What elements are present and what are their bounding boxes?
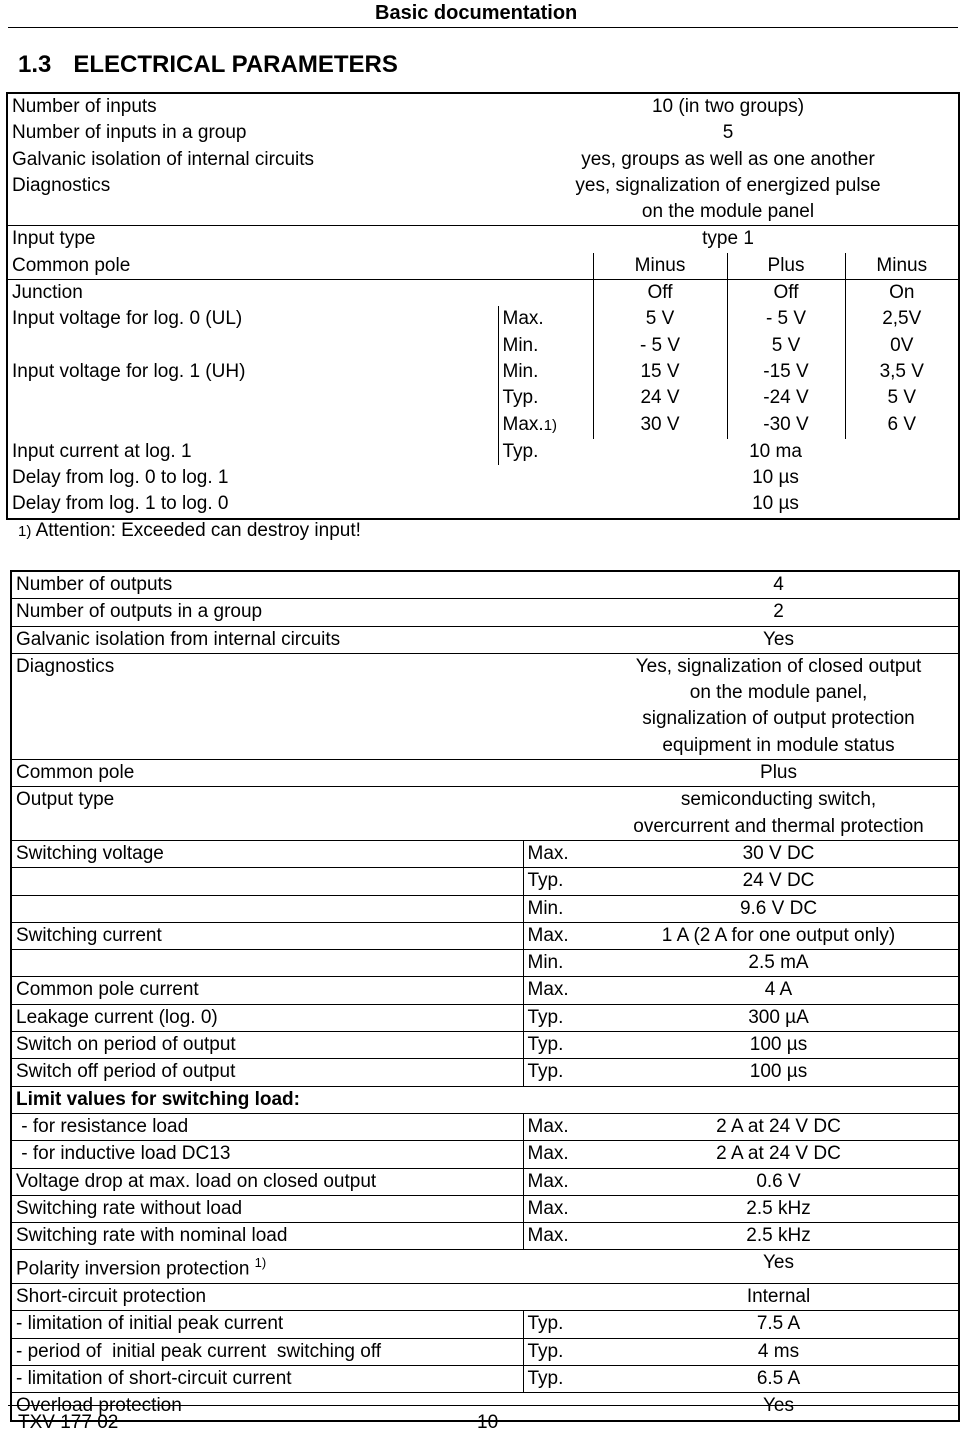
param-qualifier: Typ. [523,1004,599,1031]
table-row [11,1338,959,1365]
param-value: -15 V [727,359,845,385]
table-row [11,814,959,841]
param-value: 24 V DC [599,868,959,895]
header-title: Basic documentation [375,2,578,24]
param-label: Output type [16,789,115,811]
table-row [11,571,959,599]
param-label: - limitation of initial peak current [11,1311,523,1338]
footnote-ref: 1) [543,416,558,434]
section-title: ELECTRICAL PARAMETERS [73,51,398,78]
param-value: -30 V [727,412,845,439]
param-value: - 5 V [727,306,845,332]
table-row [7,359,959,385]
param-label: Common pole current [11,977,523,1004]
table-row [7,120,959,146]
param-label: Voltage drop at max. load on closed output [11,1168,523,1195]
param-value: 5 V [593,306,727,332]
table-row [11,653,959,680]
table-row [11,1032,959,1059]
table-row [11,733,959,760]
param-label: - for resistance load [11,1113,523,1140]
param-qualifier: Min. [498,359,593,385]
table-row [7,280,959,307]
param-qualifier: Max. [498,306,593,332]
param-qualifier: Typ. [523,1338,599,1365]
param-value: 15 V [593,359,727,385]
param-qualifier: Max. [523,1168,599,1195]
table-row [7,439,959,465]
table-row [7,199,959,226]
param-value: 6 V [845,412,959,439]
param-label: Common pole [11,760,599,787]
param-label: Switching rate without load [11,1195,523,1222]
param-qualifier: Typ. [498,385,593,411]
param-label: Leakage current (log. 0) [11,1004,523,1031]
param-label: Input type [12,228,96,250]
param-value: On [845,280,959,307]
param-value: 2.5 kHz [599,1195,959,1222]
param-value: 6.5 A [599,1365,959,1392]
table-row [11,895,959,922]
output-parameters-table [10,570,960,1422]
param-value: 0V [845,333,959,359]
param-value: 100 µs [599,1059,959,1086]
param-value: Yes [599,626,959,653]
param-qualifier: Max.1) [498,412,593,439]
table-row [11,760,959,787]
param-value: signalization of output protection [642,708,915,730]
table-row [7,93,959,120]
param-value: -24 V [727,385,845,411]
param-value: 5 V [727,333,845,359]
param-qualifier: Max. [523,1113,599,1140]
table-row [11,922,959,949]
param-qualifier: Max. [523,922,599,949]
param-value: 2,5V [845,306,959,332]
param-value: 1 A (2 A for one output only) [599,922,959,949]
param-label: Junction [12,282,83,304]
param-value: on the module panel, [689,682,868,704]
page-number: 10 [477,1412,499,1433]
param-qualifier: Max. [523,1223,599,1250]
param-label: Input voltage for log. 0 (UL) [12,308,243,330]
param-value: yes, signalization of energized pulse [575,174,881,196]
param-qualifier: Typ. [523,1059,599,1086]
table-row [7,306,959,332]
param-qualifier: Max. [523,840,599,867]
section-heading [18,50,398,80]
param-qualifier: Max. [523,977,599,1004]
param-label: Polarity inversion protection $^{1)}$ [11,1250,599,1284]
table-row [7,226,959,253]
footnote-ref: 1) [254,1255,267,1271]
param-label: Delay from log. 1 to log. 0 [12,493,229,515]
param-value: 3,5 V [845,359,959,385]
table-row [7,147,959,173]
header-rule [8,27,958,28]
table-row [11,1086,959,1113]
param-value: Off [727,280,845,307]
footnote-mark: 1) [18,523,32,540]
table-row [11,977,959,1004]
param-value: 10 (in two groups) [651,96,805,117]
param-qualifier: Typ. [523,1032,599,1059]
param-value: - 5 V [593,333,727,359]
param-value: 2 [599,599,959,626]
param-value: type 1 [702,228,754,250]
table-row [11,1365,959,1392]
table-row [11,1284,959,1311]
param-value: 10 µs [752,467,799,489]
input-parameters-table [6,92,960,520]
param-qualifier: Min. [523,895,599,922]
param-label: Galvanic isolation from internal circuits [11,626,599,653]
table-row [11,1168,959,1195]
table-row [11,1141,959,1168]
table-row [11,706,959,732]
table-row [11,626,959,653]
param-value: Yes [599,1250,959,1284]
table-row [7,253,959,280]
param-value: 5 [722,122,734,144]
param-value: Plus [599,760,959,787]
param-value: 300 µA [599,1004,959,1031]
param-value: 2 A at 24 V DC [599,1113,959,1140]
table-row [11,1250,959,1284]
param-value: 30 V DC [599,840,959,867]
param-label: Common pole [7,253,498,280]
param-label: Number of inputs [12,96,157,117]
param-value: 5 V [845,385,959,411]
param-value: Minus [593,253,727,280]
param-qualifier: Typ. [498,439,593,465]
param-value: semiconducting switch, [680,789,877,811]
param-label: Diagnostics [12,174,111,196]
param-label: - for inductive load DC13 [11,1141,523,1168]
param-value: 10 µs [752,493,799,515]
param-label: Input current at log. 1 [12,440,192,462]
table-row [7,412,959,439]
param-value: 4 ms [599,1338,959,1365]
param-label: Number of outputs in a group [11,599,599,626]
param-label: Overload protection [11,1393,599,1421]
footnote [18,518,361,545]
param-qualifier: Typ. [523,868,599,895]
param-value: 4 [599,571,959,599]
param-label: Switch on period of output [11,1032,523,1059]
param-label: Short-circuit protection [11,1284,599,1311]
table-row [11,950,959,977]
param-value: 30 V [593,412,727,439]
param-label: - period of initial peak current switching off [11,1338,523,1365]
param-qualifier: Min. [498,333,593,359]
param-qualifier: Max. [523,1141,599,1168]
param-qualifier: Min. [523,950,599,977]
param-value: Yes, signalization of closed output [635,655,922,677]
table-row [7,333,959,359]
footer-doc-id: TXV 177 02 [18,1412,119,1433]
param-value: yes, groups as well as one another [581,148,875,170]
table-row [11,1059,959,1086]
section-number: 1.3 [18,51,52,78]
param-value: 10 ma [749,440,802,462]
table-row [11,868,959,895]
param-value: 2.5 kHz [599,1223,959,1250]
param-value: 4 A [599,977,959,1004]
param-label: Number of inputs in a group [12,122,247,144]
param-value: Internal [599,1284,959,1311]
param-qualifier: Typ. [523,1311,599,1338]
param-value: 2.5 mA [599,950,959,977]
param-value: 7.5 A [599,1311,959,1338]
param-label: Switching rate with nominal load [11,1223,523,1250]
param-value: 9.6 V DC [599,895,959,922]
table-row [11,1195,959,1222]
param-label: Delay from log. 0 to log. 1 [12,467,229,489]
param-label: - limitation of short-circuit current [11,1365,523,1392]
param-value: 0.6 V [599,1168,959,1195]
param-value: Minus [845,253,959,280]
footer-rule [8,1405,958,1406]
param-label: Switch off period of output [11,1059,523,1086]
param-value: equipment in module status [599,733,959,760]
param-value: overcurrent and thermal protection [599,814,959,841]
param-value: Plus [727,253,845,280]
param-value: on the module panel [498,199,959,226]
table-row [7,385,959,411]
table-row [7,173,959,199]
param-value: 24 V [593,385,727,411]
param-label: Switching current [11,922,523,949]
param-value: Yes [599,1393,959,1421]
table-row [11,1311,959,1338]
param-qualifier: Typ. [523,1365,599,1392]
table-row [11,680,959,706]
table-row [11,1004,959,1031]
table-row [7,491,959,518]
footnote-text: Attention: Exceeded can destroy input! [35,520,361,541]
param-label: Diagnostics [16,655,115,677]
param-label: Galvanic isolation of internal circuits [12,148,315,170]
table-row [7,465,959,491]
param-value: 2 A at 24 V DC [599,1141,959,1168]
table-row [11,840,959,867]
param-value: Off [593,280,727,307]
table-row [11,787,959,814]
param-qualifier: Max. [523,1195,599,1222]
param-label: Input voltage for log. 1 (UH) [12,360,246,382]
param-label: Number of outputs [11,571,599,599]
table-row [11,599,959,626]
param-label: Switching voltage [11,840,523,867]
table-row [11,1223,959,1250]
table-row [11,1113,959,1140]
group-heading: Limit values for switching load: [11,1086,959,1113]
param-value: 100 µs [599,1032,959,1059]
